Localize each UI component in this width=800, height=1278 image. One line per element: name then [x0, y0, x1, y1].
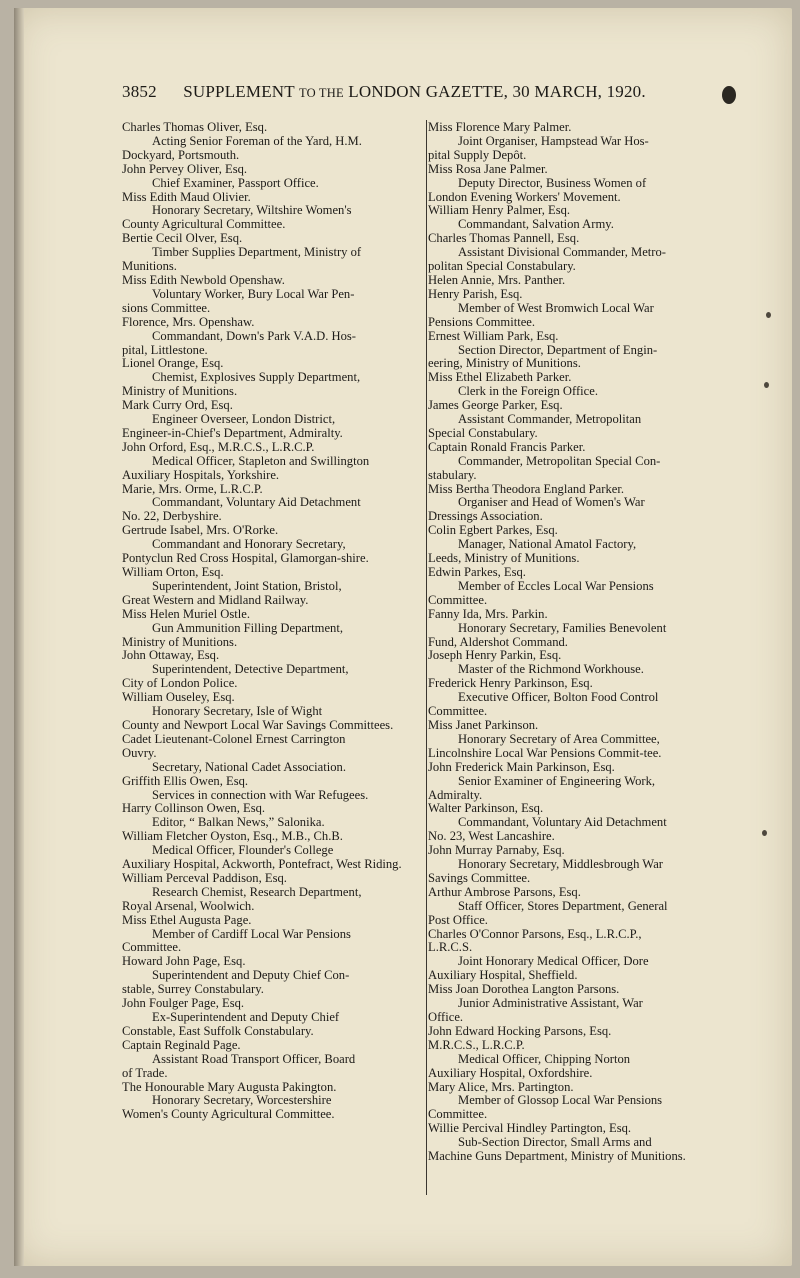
- entry-description: Ex-Superintendent and Deputy Chief: [152, 1010, 340, 1024]
- gazette-entry: [122, 802, 422, 830]
- entry-description-continued: Auxiliary Hospital, Oxfordshire.: [428, 1065, 593, 1080]
- entry-description-continued: City of London Police.: [122, 676, 238, 691]
- gazette-page: [14, 8, 792, 1266]
- page-header: [122, 82, 762, 102]
- entry-name: John Orford, Esq., M.R.C.S., L.R.C.P.: [122, 440, 315, 454]
- entry-description: Member of West Bromwich Local War: [458, 300, 654, 315]
- gazette-entry: [122, 524, 422, 566]
- entry-description: Staff Officer, Stores Department, General: [458, 898, 668, 913]
- gazette-entry: [428, 566, 734, 608]
- entry-description: Deputy Director, Business Women of: [458, 175, 647, 190]
- entry-name: William Ouseley, Esq.: [122, 691, 235, 705]
- gazette-entry: [122, 566, 422, 608]
- entry-description: Honorary Secretary, Isle of Wight: [152, 704, 323, 719]
- entry-name: Captain Reginald Page.: [122, 1038, 241, 1052]
- entry-name: Fanny Ida, Mrs. Parkin.: [428, 607, 548, 621]
- gazette-entry: [428, 163, 734, 205]
- entry-description: Medical Officer, Chipping Norton: [458, 1051, 631, 1066]
- entry-name: Miss Joan Dorothea Langton Parsons.: [428, 983, 620, 997]
- entry-description-continued: Auxiliary Hospital, Sheffield.: [428, 968, 578, 983]
- entry-name: Bertie Cecil Olver, Esq.: [122, 232, 243, 246]
- entry-name: Lionel Orange, Esq.: [122, 357, 224, 371]
- entry-name: The Honourable Mary Augusta Pakington.: [122, 1080, 337, 1094]
- gazette-entry: [122, 441, 422, 483]
- entry-name: William Orton, Esq.: [122, 566, 224, 579]
- entry-description-continued: London Evening Workers' Movement.: [428, 189, 621, 204]
- entry-description: Junior Administrative Assistant, War: [458, 996, 643, 1011]
- gazette-entry: [122, 608, 422, 650]
- gazette-entry: [428, 121, 734, 163]
- gazette-entry: [428, 524, 734, 566]
- gazette-entry: [428, 1025, 734, 1081]
- gazette-entry: [428, 719, 734, 761]
- gazette-entry: [122, 399, 422, 441]
- entry-description-continued: Engineer-in-Chief's Department, Admiralty.: [122, 425, 343, 440]
- entry-description-continued: Constable, East Suffolk Constabulary.: [122, 1023, 314, 1038]
- entry-description-continued: M.R.C.S., L.R.C.P.: [428, 1037, 525, 1052]
- entry-description-continued: Special Constabulary.: [428, 425, 538, 440]
- entry-description-continued: Ministry of Munitions.: [122, 634, 238, 649]
- entry-description-continued: Ouvry.: [122, 745, 157, 760]
- entry-description: Medical Officer, Stapleton and Swillington: [152, 453, 370, 468]
- entry-description: Section Director, Department of Engin-: [458, 342, 658, 357]
- entry-description: Clerk in the Foreign Office.: [458, 384, 599, 399]
- entry-description: Secretary, National Cadet Association.: [152, 759, 346, 774]
- gazette-entry: [122, 163, 422, 191]
- entry-name: Florence, Mrs. Openshaw.: [122, 315, 255, 329]
- gazette-entry: [428, 1081, 734, 1123]
- entry-description: Superintendent, Detective Department,: [152, 662, 349, 677]
- gazette-entry: [428, 983, 734, 1025]
- gazette-entry: [428, 204, 734, 232]
- entry-name: Henry Parish, Esq.: [428, 287, 523, 301]
- entry-name: Miss Edith Newbold Openshaw.: [122, 273, 285, 287]
- gazette-entry: [428, 274, 734, 288]
- entry-description: Timber Supplies Department, Ministry of: [152, 245, 362, 260]
- header-title-part2: LONDON GAZETTE, 30 MARCH, 1920.: [348, 82, 646, 101]
- entry-description: Master of the Richmond Workhouse.: [458, 662, 644, 677]
- entry-name: Helen Annie, Mrs. Panther.: [428, 273, 566, 287]
- gazette-entry: [122, 691, 422, 733]
- gazette-entry: [122, 357, 422, 399]
- entry-description-continued: Committee.: [122, 940, 182, 955]
- entry-name: John Edward Hocking Parsons, Esq.: [428, 1024, 612, 1038]
- entry-description-continued: Committee.: [428, 704, 488, 719]
- entry-description-continued: stabulary.: [428, 467, 477, 482]
- entry-name: Colin Egbert Parkes, Esq.: [428, 524, 558, 538]
- entry-description-continued: Post Office.: [428, 912, 488, 927]
- entry-description-continued: Committee.: [428, 1107, 488, 1122]
- entry-description: Commandant, Voluntary Aid Detachment: [458, 815, 667, 830]
- entry-description: Honorary Secretary, Middlesbrough War: [458, 857, 663, 872]
- entry-name: Cadet Lieutenant-Colonel Ernest Carrington: [122, 732, 346, 746]
- entry-description: Commandant, Salvation Army.: [458, 217, 614, 232]
- entry-name: James George Parker, Esq.: [428, 399, 563, 413]
- entry-name: Charles Thomas Pannell, Esq.: [428, 232, 580, 246]
- entry-description-continued: Fund, Aldershot Command.: [428, 634, 568, 649]
- entry-description: Medical Officer, Flounder's College: [152, 843, 334, 858]
- gazette-entry: [428, 844, 734, 886]
- entry-description: Executive Officer, Bolton Food Control: [458, 690, 659, 705]
- entry-description: Commandant and Honorary Secretary,: [152, 537, 346, 552]
- entry-description: Assistant Divisional Commander, Metro-: [458, 245, 666, 260]
- entry-description-continued: L.R.C.S.: [428, 940, 473, 955]
- entry-name: Ernest William Park, Esq.: [428, 329, 559, 343]
- entry-description: Honorary Secretary of Area Committee,: [458, 731, 660, 746]
- entry-description-continued: Leeds, Ministry of Munitions.: [428, 551, 580, 566]
- entry-description-continued: County and Newport Local War Savings Committees.: [122, 717, 394, 732]
- gazette-entry: [428, 928, 734, 984]
- entry-description-continued: No. 23, West Lancashire.: [428, 829, 555, 844]
- entry-name: William Perceval Paddison, Esq.: [122, 871, 287, 885]
- entry-name: Walter Parkinson, Esq.: [428, 802, 544, 816]
- gazette-entry: [122, 1081, 422, 1123]
- gazette-entry: [428, 232, 734, 274]
- page-binding-edge: [14, 8, 24, 1266]
- entry-description-continued: Dockyard, Portsmouth.: [122, 147, 240, 162]
- entry-description: Editor, “ Balkan News,” Salonika.: [152, 815, 325, 830]
- entry-description-continued: Royal Arsenal, Woolwich.: [122, 898, 255, 913]
- entry-description: Commandant, Down's Park V.A.D. Hos-: [152, 328, 357, 343]
- entry-name: Captain Ronald Francis Parker.: [428, 440, 586, 454]
- left-column: [122, 121, 422, 1122]
- entry-description: Commander, Metropolitan Special Con-: [458, 453, 661, 468]
- entry-description-continued: Auxiliary Hospitals, Yorkshire.: [122, 467, 280, 482]
- entry-description: Commandant, Voluntary Aid Detachment: [152, 495, 361, 510]
- entry-description: Member of Glossop Local War Pensions: [458, 1093, 663, 1108]
- entry-name: Harry Collinson Owen, Esq.: [122, 802, 266, 816]
- entry-name: Edwin Parkes, Esq.: [428, 566, 526, 579]
- entry-name: John Murray Parnaby, Esq.: [428, 844, 565, 858]
- entry-description: Voluntary Worker, Bury Local War Pen-: [152, 286, 355, 301]
- gazette-entry: [122, 121, 422, 163]
- entry-description: Member of Eccles Local War Pensions: [458, 578, 654, 593]
- entry-description: Joint Organiser, Hampstead War Hos-: [458, 133, 649, 148]
- entry-name: Miss Florence Mary Palmer.: [428, 121, 572, 134]
- entry-name: Miss Ethel Elizabeth Parker.: [428, 371, 572, 385]
- entry-name: William Henry Palmer, Esq.: [428, 204, 571, 218]
- entry-description: Superintendent, Joint Station, Bristol,: [152, 578, 342, 593]
- gazette-entry: [122, 733, 422, 775]
- gazette-entry: [122, 316, 422, 358]
- gazette-entry: [428, 399, 734, 441]
- entry-description-continued: Auxiliary Hospital, Ackworth, Pontefract, West Riding.: [122, 857, 402, 872]
- entry-name: John Ottaway, Esq.: [122, 649, 220, 663]
- entry-description-continued: County Agricultural Committee.: [122, 217, 286, 232]
- gazette-entry: [428, 288, 734, 330]
- entry-description: Gun Ammunition Filling Department,: [152, 620, 343, 635]
- entry-description-continued: pital Supply Depôt.: [428, 147, 527, 162]
- entry-description-continued: politan Special Constabulary.: [428, 259, 576, 274]
- entry-description-continued: Munitions.: [122, 259, 177, 274]
- gazette-entry: [428, 649, 734, 677]
- entry-description-continued: Admiralty.: [428, 787, 483, 802]
- entry-name: Miss Rosa Jane Palmer.: [428, 162, 548, 176]
- entry-name: Griffith Ellis Owen, Esq.: [122, 774, 249, 788]
- entry-name: Miss Ethel Augusta Page.: [122, 913, 252, 927]
- gazette-entry: [428, 677, 734, 719]
- entry-name: Miss Edith Maud Olivier.: [122, 190, 251, 204]
- paper-speck: [766, 312, 771, 318]
- entry-name: William Fletcher Oyston, Esq., M.B., Ch.B.: [122, 830, 343, 844]
- gazette-entry: [122, 955, 422, 997]
- gazette-entry: [428, 608, 734, 650]
- entry-description: Superintendent and Deputy Chief Con-: [152, 968, 350, 983]
- entry-name: Gertrude Isabel, Mrs. O'Rorke.: [122, 524, 279, 538]
- entry-description-continued: pital, Littlestone.: [122, 342, 208, 357]
- gazette-entry: [428, 330, 734, 372]
- entry-name: Mark Curry Ord, Esq.: [122, 399, 233, 413]
- gazette-entry: [428, 1122, 734, 1164]
- header-title-part1: SUPPLEMENT: [183, 82, 295, 101]
- entry-description: Organiser and Head of Women's War: [458, 495, 645, 510]
- entry-name: Joseph Henry Parkin, Esq.: [428, 649, 562, 663]
- gazette-entry: [122, 775, 422, 803]
- entry-name: John Frederick Main Parkinson, Esq.: [428, 760, 615, 774]
- gazette-entry: [122, 872, 422, 914]
- entry-description-continued: Savings Committee.: [428, 870, 531, 885]
- gazette-entry: [428, 761, 734, 803]
- entry-name: Miss Bertha Theodora England Parker.: [428, 482, 624, 496]
- entry-description: Assistant Road Transport Officer, Board: [152, 1051, 356, 1066]
- right-column: [428, 121, 734, 1164]
- entry-description-continued: Dressings Association.: [428, 509, 543, 524]
- entry-name: John Pervey Oliver, Esq.: [122, 162, 248, 176]
- gazette-entry: [122, 1039, 422, 1081]
- entry-name: Charles O'Connor Parsons, Esq., L.R.C.P.,: [428, 927, 642, 941]
- entry-description-continued: Office.: [428, 1010, 464, 1024]
- page-number: 3852: [122, 82, 157, 101]
- entry-description-continued: Machine Guns Department, Ministry of Munitions.: [428, 1149, 686, 1164]
- entry-description-continued: Women's County Agricultural Committee.: [122, 1107, 335, 1122]
- entry-description: Research Chemist, Research Department,: [152, 884, 362, 899]
- entry-description: Senior Examiner of Engineering Work,: [458, 773, 656, 788]
- gazette-entry: [122, 191, 422, 233]
- entry-description: Services in connection with War Refugees.: [152, 787, 369, 802]
- entry-name: John Foulger Page, Esq.: [122, 997, 245, 1011]
- entry-name: Howard John Page, Esq.: [122, 955, 246, 969]
- entry-description-continued: Great Western and Midland Railway.: [122, 592, 309, 607]
- entry-name: Miss Helen Muriel Ostle.: [122, 607, 251, 621]
- gazette-entry: [122, 232, 422, 274]
- entry-description-continued: Ministry of Munitions.: [122, 384, 238, 399]
- entry-description: Joint Honorary Medical Officer, Dore: [458, 954, 649, 969]
- entry-description: Engineer Overseer, London District,: [152, 412, 336, 427]
- entry-description: Sub-Section Director, Small Arms and: [458, 1135, 652, 1150]
- entry-description: Manager, National Amatol Factory,: [458, 537, 637, 552]
- gazette-entry: [122, 997, 422, 1039]
- entry-name: Mary Alice, Mrs. Partington.: [428, 1080, 574, 1094]
- column-divider: [426, 120, 427, 1195]
- entry-description-continued: Pensions Committee.: [428, 314, 536, 329]
- entry-name: Marie, Mrs. Orme, L.R.C.P.: [122, 482, 263, 496]
- entry-description-continued: Pontyclun Red Cross Hospital, Glamorgan-shire.: [122, 551, 369, 566]
- entry-name: Frederick Henry Parkinson, Esq.: [428, 677, 593, 691]
- entry-description: Honorary Secretary, Families Benevolent: [458, 620, 667, 635]
- entry-description: Acting Senior Foreman of the Yard, H.M.: [152, 133, 362, 148]
- entry-description: Chief Examiner, Passport Office.: [152, 175, 319, 190]
- gazette-entry: [122, 649, 422, 691]
- entry-description-continued: Lincolnshire Local War Pensions Commit-tee.: [428, 745, 662, 760]
- entry-name: Willie Percival Hindley Partington, Esq.: [428, 1122, 632, 1136]
- entry-description-continued: Committee.: [428, 592, 488, 607]
- gazette-entry: [122, 274, 422, 316]
- gazette-entry: [122, 914, 422, 956]
- entry-name: Miss Janet Parkinson.: [428, 718, 539, 732]
- gazette-entry: [122, 830, 422, 872]
- gazette-entry: [428, 886, 734, 928]
- header-title-to: TO THE: [298, 86, 344, 100]
- entry-description-continued: of Trade.: [122, 1065, 168, 1080]
- entry-description-continued: eering, Ministry of Munitions.: [428, 356, 581, 371]
- entry-description: Honorary Secretary, Worcestershire: [152, 1093, 332, 1108]
- gazette-entry: [428, 371, 734, 399]
- entry-description-continued: stable, Surrey Constabulary.: [122, 982, 264, 997]
- entry-name: Arthur Ambrose Parsons, Esq.: [428, 885, 581, 899]
- entry-description-continued: No. 22, Derbyshire.: [122, 509, 222, 524]
- entry-name: Charles Thomas Oliver, Esq.: [122, 121, 268, 134]
- entry-description: Chemist, Explosives Supply Department,: [152, 370, 361, 385]
- entry-description-continued: sions Committee.: [122, 300, 211, 315]
- entry-description: Assistant Commander, Metropolitan: [458, 412, 642, 427]
- paper-speck: [764, 382, 769, 388]
- paper-speck: [762, 830, 767, 836]
- gazette-entry: [122, 483, 422, 525]
- gazette-entry: [428, 802, 734, 844]
- gazette-entry: [428, 483, 734, 525]
- punch-hole: [722, 86, 736, 104]
- entry-description: Honorary Secretary, Wiltshire Women's: [152, 203, 352, 218]
- gazette-entry: [428, 441, 734, 483]
- entry-description: Member of Cardiff Local War Pensions: [152, 926, 351, 941]
